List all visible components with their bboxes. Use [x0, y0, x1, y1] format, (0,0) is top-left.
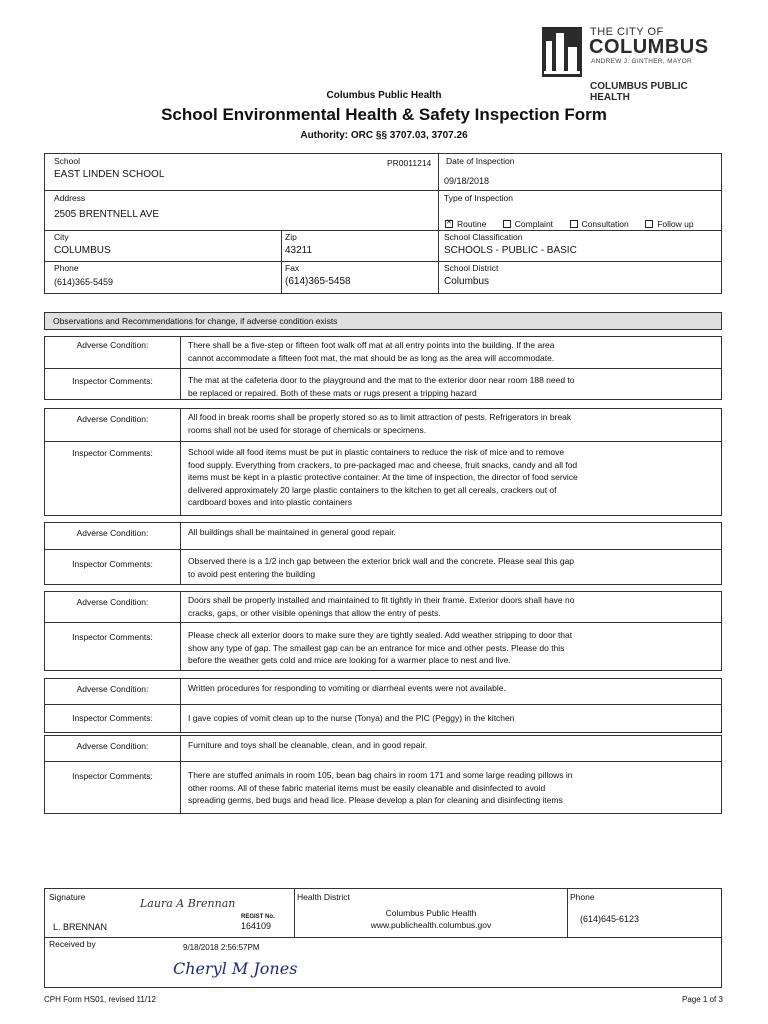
comments-text: The mat at the cafeteria door to the playground and the mat to the exterior door near room 188 need to be replaced or repaired. Both of these mats or rugs present a tripping hazard: [188, 375, 575, 398]
adverse-label: Adverse Condition:: [45, 523, 181, 549]
adverse-text: Furniture and toys shall be cleanable, clean, and in good repair.: [188, 740, 428, 750]
zip-value: 43211: [285, 245, 313, 256]
header-authority: Authority: ORC §§ 3707.03, 3707.26: [300, 130, 468, 141]
address-label: Address: [54, 193, 86, 203]
adverse-label: Adverse Condition:: [45, 337, 181, 368]
logo-line-3: ANDREW J. GINTHER, MAYOR: [591, 58, 692, 65]
observation-block: [44, 522, 722, 585]
address-value: 2505 BRENTNELL AVE: [54, 209, 160, 220]
zip-label: Zip: [285, 232, 297, 242]
phone-value: (614)645-6123: [580, 914, 640, 924]
comments-label: Inspector Comments:: [45, 705, 181, 732]
adverse-label: Adverse Condition:: [45, 679, 181, 704]
type-option-consultation[interactable]: Consultation: [570, 219, 629, 229]
adverse-row: [45, 736, 721, 761]
page-title: School Environmental Health & Safety Inspection Form: [161, 105, 607, 124]
logo-line-1: THE CITY OF: [590, 26, 664, 38]
school-label: School: [54, 156, 80, 166]
pr-number: PR0011214: [387, 158, 432, 168]
adverse-row: [45, 523, 721, 549]
adverse-label: Adverse Condition:: [45, 736, 181, 761]
comments-row: [45, 369, 721, 399]
health-district-info: [295, 907, 567, 931]
logo-line-2: COLUMBUS: [589, 36, 709, 58]
city-label: City: [54, 232, 69, 242]
type-label: Type of Inspection: [444, 193, 513, 203]
form-id: CPH Form HS01, revised 11/12: [44, 995, 156, 1004]
regist-value: 164109: [241, 921, 272, 931]
regist-label: REGIST No.: [241, 914, 275, 920]
phone-value: (614)365-5459: [54, 277, 114, 287]
header-org: Columbus Public Health: [326, 90, 442, 101]
comments-label: Inspector Comments:: [45, 550, 181, 584]
comments-label: Inspector Comments:: [45, 442, 181, 515]
observation-block: [44, 735, 722, 814]
checkbox-icon: [503, 220, 511, 228]
observation-block: [44, 408, 722, 516]
signature-block: [44, 888, 722, 988]
checkbox-checked-icon: [445, 220, 453, 228]
signer-name: L. BRENNAN: [53, 922, 108, 932]
adverse-text: Written procedures for responding to vomiting or diarrheal events were not available.: [188, 683, 506, 693]
type-option-complaint[interactable]: Complaint: [503, 219, 553, 229]
received-time: 9/18/2018 2:56:57PM: [183, 943, 260, 952]
logo-line-4: COLUMBUS PUBLIC HEALTH: [590, 81, 688, 103]
received-label: Received by: [49, 939, 96, 949]
observations-heading: Observations and Recommendations for change, if adverse condition exists: [44, 312, 722, 330]
comments-label: Inspector Comments:: [45, 369, 181, 399]
inspection-type-options: [445, 214, 706, 232]
adverse-row: [45, 409, 721, 441]
signature-label: Signature: [49, 892, 86, 902]
adverse-row: [45, 592, 721, 622]
school-value: EAST LINDEN SCHOOL: [54, 169, 165, 180]
comments-label: Inspector Comments:: [45, 623, 181, 670]
comments-text: School wide all food items must be put in plastic containers to reduce the risk of mice and to remove food supply. Everything from crackers, to pre-packaged mac and cheese, fruit snacks, candy and all fod items must be kept in a plastic protective container. At the time of inspection, the director of food service delivered approximately 20 large plastic containers to the kitchen to get all cereals, crackers out of cardboard boxes and into plastic containers: [188, 447, 578, 507]
date-value: 09/18/2018: [444, 176, 490, 186]
comments-text: I gave copies of vomit clean up to the nurse (Tonya) and the PIC (Peggy) in the kitchen: [188, 713, 515, 723]
comments-label: Inspector Comments:: [45, 762, 181, 813]
inspector-signature: Laura A Brennan: [140, 897, 236, 910]
district-value: Columbus: [444, 276, 490, 287]
checkbox-icon: [570, 220, 578, 228]
phone-label: Phone: [54, 263, 79, 273]
health-district-name: Columbus Public Health: [385, 908, 477, 918]
type-option-routine[interactable]: ✕Routine: [445, 219, 486, 229]
district-label: School District: [444, 263, 499, 273]
adverse-text: There shall be a five-step or fifteen foot walk off mat at all entry points into the building. If the area cannot accommodate a fifteen foot mat, the mat should be as long as the area will accommodate.: [188, 340, 555, 363]
adverse-row: [45, 337, 721, 368]
comments-text: Observed there is a 1/2 inch gap between the exterior brick wall and the concrete. Please seal this gap to avoid pest entering the building: [188, 556, 575, 579]
receiver-signature: Cheryl M Jones: [173, 959, 298, 978]
page-number: Page 1 of 3: [682, 995, 723, 1004]
fax-label: Fax: [285, 263, 300, 273]
city-value: COLUMBUS: [54, 245, 111, 256]
phone-label: Phone: [570, 892, 595, 902]
comments-text: There are stuffed animals in room 105, bean bag chairs in room 171 and some large reading pillows in other rooms. All of these fabric material items must be easily cleanable and disinfected to avoid spreading germs, bed bugs and head lice. Please develop a plan for cleaning and disinfecting items: [188, 770, 573, 805]
health-district-url[interactable]: www.publichealth.columbus.gov: [370, 920, 492, 930]
comments-row: [45, 442, 721, 515]
city-logo-icon: [542, 27, 582, 77]
adverse-row: [45, 679, 721, 704]
adverse-label: Adverse Condition:: [45, 409, 181, 441]
observation-block: [44, 591, 722, 671]
date-label: Date of Inspection: [446, 156, 515, 166]
info-grid: [44, 153, 722, 294]
comments-row: [45, 705, 721, 732]
classification-value: SCHOOLS - PUBLIC - BASIC: [444, 245, 577, 256]
type-option-follow-up[interactable]: Follow up: [645, 219, 693, 229]
adverse-label: Adverse Condition:: [45, 592, 181, 622]
comments-row: [45, 550, 721, 584]
adverse-text: All food in break rooms shall be properly stored so as to limit attraction of pests. Refrigerators in break rooms shall not be used for storage of chemicals or specimens.: [188, 412, 572, 435]
checkbox-icon: [645, 220, 653, 228]
comments-text: Please check all exterior doors to make sure they are tightly sealed. Add weather stripping to door that show any type of gap. The smallest gap can be an entrance for mice and other pests. Please do this before the weather gets cold and mice are looking for a warmer place to nest and live.: [188, 630, 573, 665]
fax-value: (614)365-5458: [285, 276, 351, 287]
observation-block: [44, 678, 722, 733]
classification-label: School Classification: [444, 232, 523, 242]
adverse-text: All buildings shall be maintained in general good repair.: [188, 527, 396, 537]
comments-row: [45, 623, 721, 670]
health-district-label: Health District: [297, 892, 350, 902]
adverse-text: Doors shall be properly installed and maintained to fit tightly in their frame. Exterior doors shall have no cracks, gaps, or other visible openings that allow the entry of pests.: [188, 595, 575, 618]
comments-row: [45, 762, 721, 813]
observation-block: [44, 336, 722, 400]
